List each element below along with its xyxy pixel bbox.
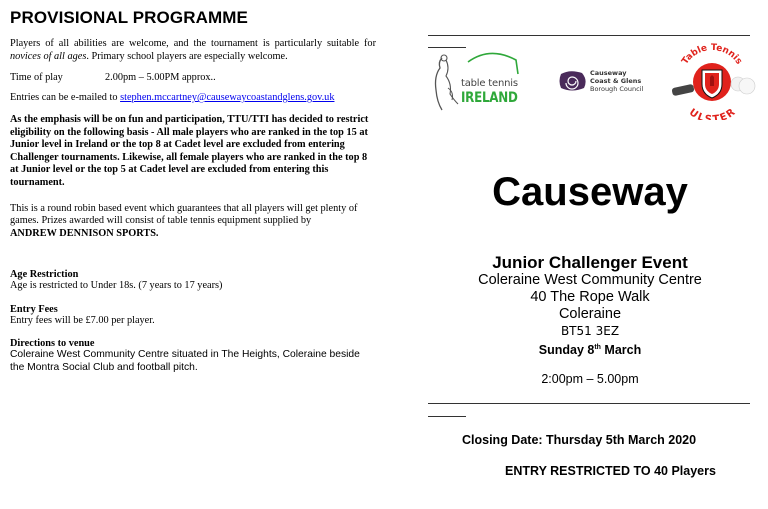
event-postcode: BT51 3EZ [560,324,620,338]
entries-email-line [10,92,376,103]
ttu-arc-bottom-text: ULSTER [686,107,738,120]
section-heading: Directions to venue [10,338,95,350]
left-page [10,8,376,374]
event-details [420,253,760,387]
headline-causeway: Causeway [492,170,688,214]
council-logo-line3: Borough Council [590,85,644,93]
intro-text-end: . Primary school players are especially welcome. [86,50,288,62]
council-logo-line1: Causeway [590,69,627,77]
section-body: Coleraine West Community Centre situated in The Heights, Coleraine beside the Montra Social Club and football pitch. [10,349,360,373]
intro-text: Players of all abilities are welcome, and the tournament is particularly suitable for [10,38,376,49]
round-robin-paragraph [10,203,376,241]
section-age-restriction [10,269,376,293]
event-title: Junior Challenger Event [492,253,688,272]
time-of-play-label: Time of play [10,72,63,83]
top-rule [428,35,750,36]
council-logo-line2: Coast & Glens [590,77,642,85]
time-of-play-value: 2.00pm – 5.00PM approx.. [105,72,216,83]
tti-logo-line2: IRELAND [461,90,518,106]
bottom-rule-short [428,416,466,417]
section-body: Age is restricted to Under 18s. (7 years to 17 years) [10,280,223,292]
intro-italic: novices of all ages [10,50,87,62]
sponsor-name: ANDREW DENNISON SPORTS. [10,227,159,239]
section-heading: Entry Fees [10,303,58,315]
section-body: Entry fees will be £7.00 per player. [10,314,155,326]
event-venue: Coleraine West Community Centre [478,272,702,288]
event-date-day: Sunday 8 [538,343,595,358]
entry-restriction: ENTRY RESTRICTED TO 40 Players [505,464,716,478]
ttu-logo [668,42,758,120]
email-link[interactable]: stephen.mccartney@causewaycoastandglens.gov.uk [120,92,335,103]
event-street: 40 The Rope Walk [530,289,650,305]
bottom-rule [428,403,750,404]
tti-logo [428,48,528,116]
section-heading: Age Restriction [10,269,79,281]
intro-paragraph [10,38,376,63]
event-date [420,340,760,358]
time-of-play [10,72,376,83]
logo-row [428,42,758,120]
section-directions [10,338,376,374]
council-swirl-icon [558,70,588,92]
entries-text: Entries can be e-mailed to [10,92,121,103]
ttu-arc-top-text: Table Tennis [680,42,744,67]
ttu-bat-icon [668,42,758,120]
event-town: Coleraine [558,306,622,322]
page-title: PROVISIONAL PROGRAMME [10,8,248,27]
closing-date: Closing Date: Thursday 5th March 2020 [462,433,697,447]
event-date-ordinal: th [594,344,601,351]
council-logo [558,68,678,98]
round-robin-text: This is a round robin based event which guarantees that all players will get plenty of games. Prizes awarded will consist of table tennis equipment supplied by [10,202,358,227]
event-date-month: March [600,343,642,358]
section-entry-fees [10,304,376,328]
tti-logo-line1: table tennis [461,78,518,89]
event-time: 2:00pm – 5.00pm [541,372,639,387]
eligibility-paragraph: As the emphasis will be on fun and participation, TTU/TTI has decided to restrict eligibility on the following basis - All male players who are ranked in the top 15 at Junior level in Ireland or the top 8 at Cadet level are excluded from entering Challenger tournaments. Likewise, all female players who are ranked in the top 8 at Junior level or the top 5 at Cadet level are excluded from entering this tournament. [10,114,369,188]
